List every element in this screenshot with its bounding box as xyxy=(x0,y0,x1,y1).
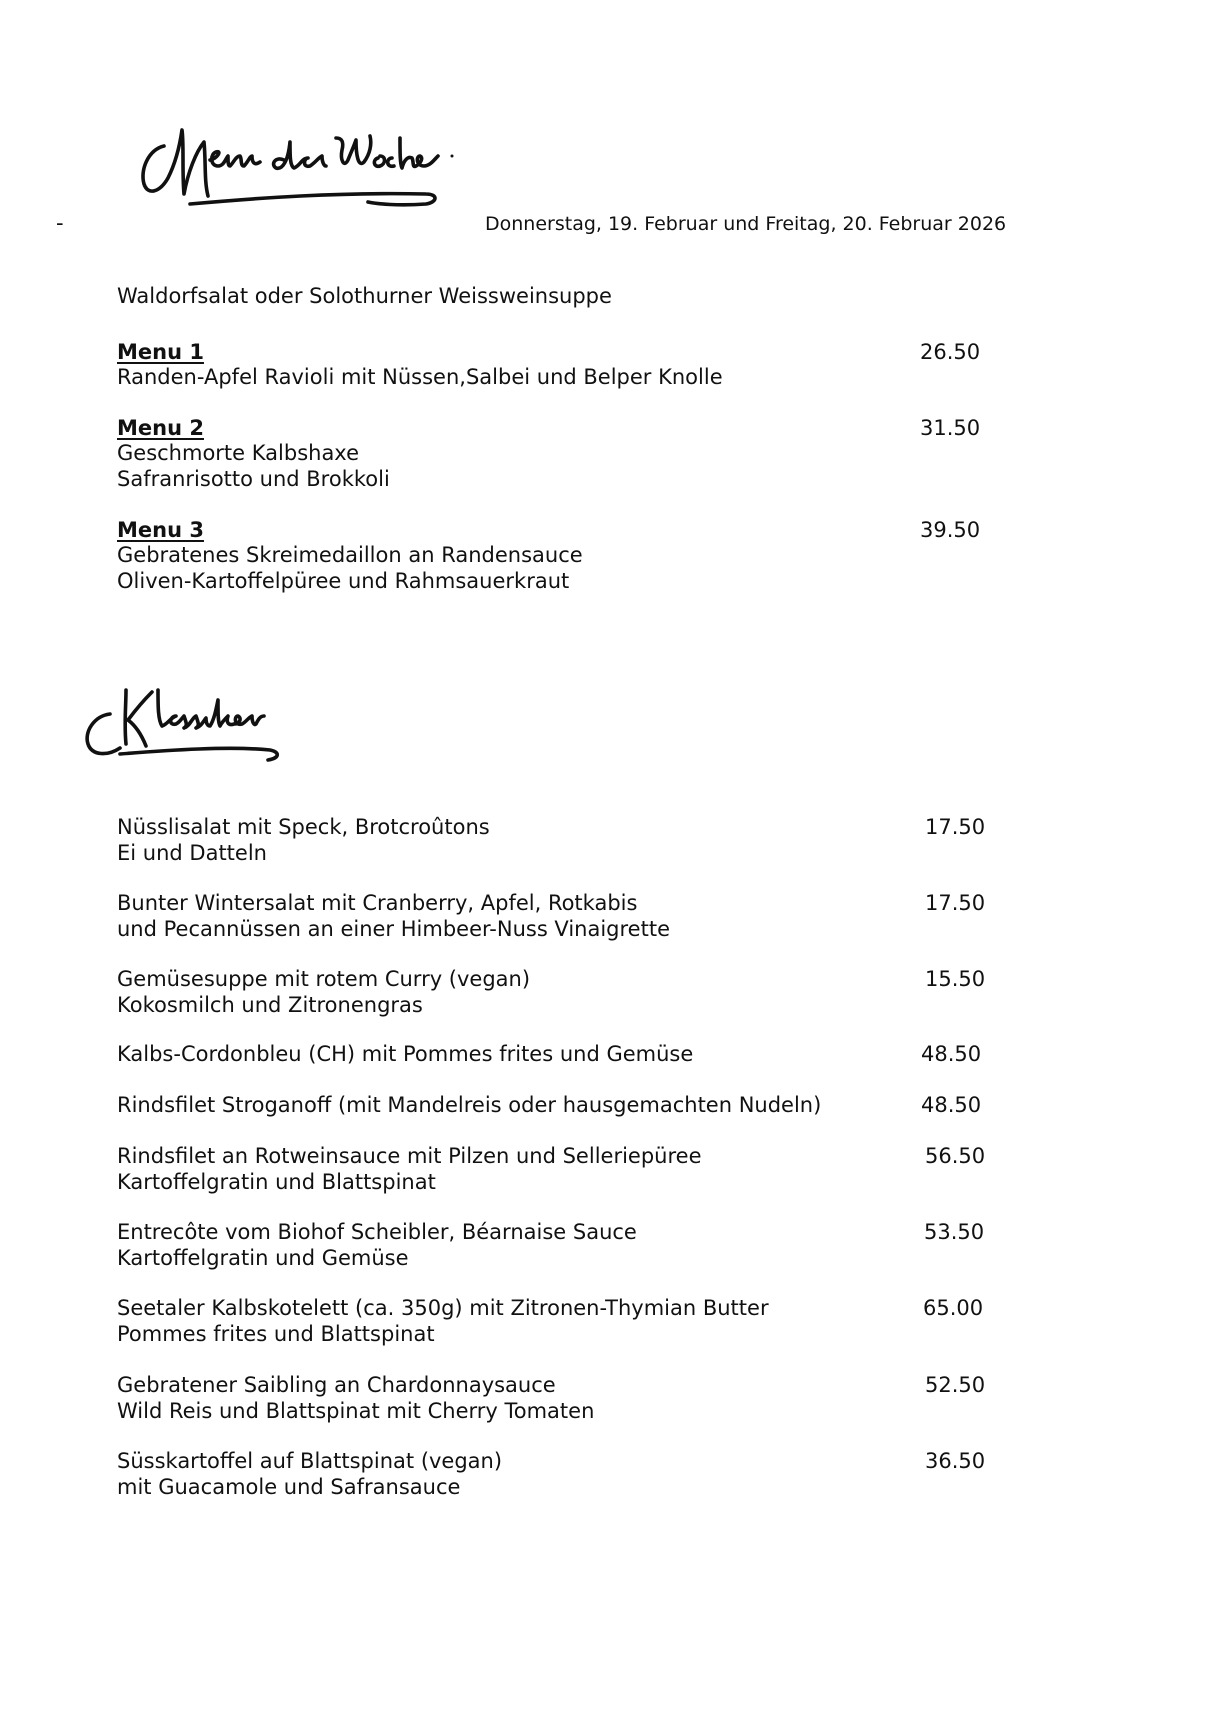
menu-3-title: Menu 3 xyxy=(117,518,204,542)
menu-2-title: Menu 2 xyxy=(117,416,204,440)
classic-item-5-line-1: Rindsfilet Stroganoff (mit Mandelreis oder hausgemachten Nudeln) xyxy=(117,1093,822,1117)
classic-item-10-line-1: Süsskartoffel auf Blattspinat (vegan) xyxy=(117,1449,503,1473)
weekly-starter: Waldorfsalat oder Solothurner Weissweinsuppe xyxy=(117,284,612,308)
classic-item-6-line-1: Rindsfilet an Rotweinsauce mit Pilzen und Selleriepüree xyxy=(117,1144,702,1168)
classic-item-3-line-1: Gemüsesuppe mit rotem Curry (vegan) xyxy=(117,967,531,991)
classic-item-5-price: 48.50 xyxy=(921,1093,982,1117)
classic-item-6-price: 56.50 xyxy=(925,1144,986,1168)
classic-item-3-price: 15.50 xyxy=(925,967,986,991)
menu-3-line-2: Oliven-Kartoffelpüree und Rahmsauerkraut xyxy=(117,569,570,593)
classic-item-4-line-1: Kalbs-Cordonbleu (CH) mit Pommes frites und Gemüse xyxy=(117,1042,694,1066)
classic-item-2-line-2: und Pecannüssen an einer Himbeer-Nuss Vinaigrette xyxy=(117,917,670,941)
classic-item-10-line-2: mit Guacamole und Safransauce xyxy=(117,1475,461,1499)
classic-item-3-line-2: Kokosmilch und Zitronengras xyxy=(117,993,423,1017)
classic-item-1-line-2: Ei und Datteln xyxy=(117,841,267,865)
classic-item-1-price: 17.50 xyxy=(925,815,986,839)
menu-3-line-1: Gebratenes Skreimedaillon an Randensauce xyxy=(117,543,583,567)
classic-item-8-line-1: Seetaler Kalbskotelett (ca. 350g) mit Zitronen-Thymian Butter xyxy=(117,1296,769,1320)
menu-2-line-1: Geschmorte Kalbshaxe xyxy=(117,441,360,465)
menu-date: Donnerstag, 19. Februar und Freitag, 20. Februar 2026 xyxy=(485,213,1007,235)
menu-2-line-2: Safranrisotto und Brokkoli xyxy=(117,467,390,491)
classic-item-4-price: 48.50 xyxy=(921,1042,982,1066)
classic-item-9-price: 52.50 xyxy=(925,1373,986,1397)
classic-item-8-price: 65.00 xyxy=(923,1296,984,1320)
classic-item-6-line-2: Kartoffelgratin und Blattspinat xyxy=(117,1170,436,1194)
classic-item-9-line-1: Gebratener Saibling an Chardonnaysauce xyxy=(117,1373,556,1397)
menu-3-price: 39.50 xyxy=(920,518,981,542)
classic-item-10-price: 36.50 xyxy=(925,1449,986,1473)
classic-item-7-price: 53.50 xyxy=(924,1220,985,1244)
classic-item-1-line-1: Nüsslisalat mit Speck, Brotcroûtons xyxy=(117,815,490,839)
menu-1-line-1: Randen-Apfel Ravioli mit Nüssen,Salbei und Belper Knolle xyxy=(117,365,723,389)
classic-item-9-line-2: Wild Reis und Blattspinat mit Cherry Tomaten xyxy=(117,1399,595,1423)
classic-item-7-line-2: Kartoffelgratin und Gemüse xyxy=(117,1246,409,1270)
menu-2-price: 31.50 xyxy=(920,416,981,440)
classic-item-2-price: 17.50 xyxy=(925,891,986,915)
menu-der-woche-script-heading xyxy=(138,122,458,214)
menu-1-title: Menu 1 xyxy=(117,340,204,364)
leading-dash: - xyxy=(56,211,64,235)
menu-1-price: 26.50 xyxy=(920,340,981,364)
classic-item-2-line-1: Bunter Wintersalat mit Cranberry, Apfel, Rotkabis xyxy=(117,891,638,915)
classic-item-8-line-2: Pommes frites und Blattspinat xyxy=(117,1322,435,1346)
klassiker-script-heading xyxy=(80,680,290,770)
classic-item-7-line-1: Entrecôte vom Biohof Scheibler, Béarnaise Sauce xyxy=(117,1220,637,1244)
